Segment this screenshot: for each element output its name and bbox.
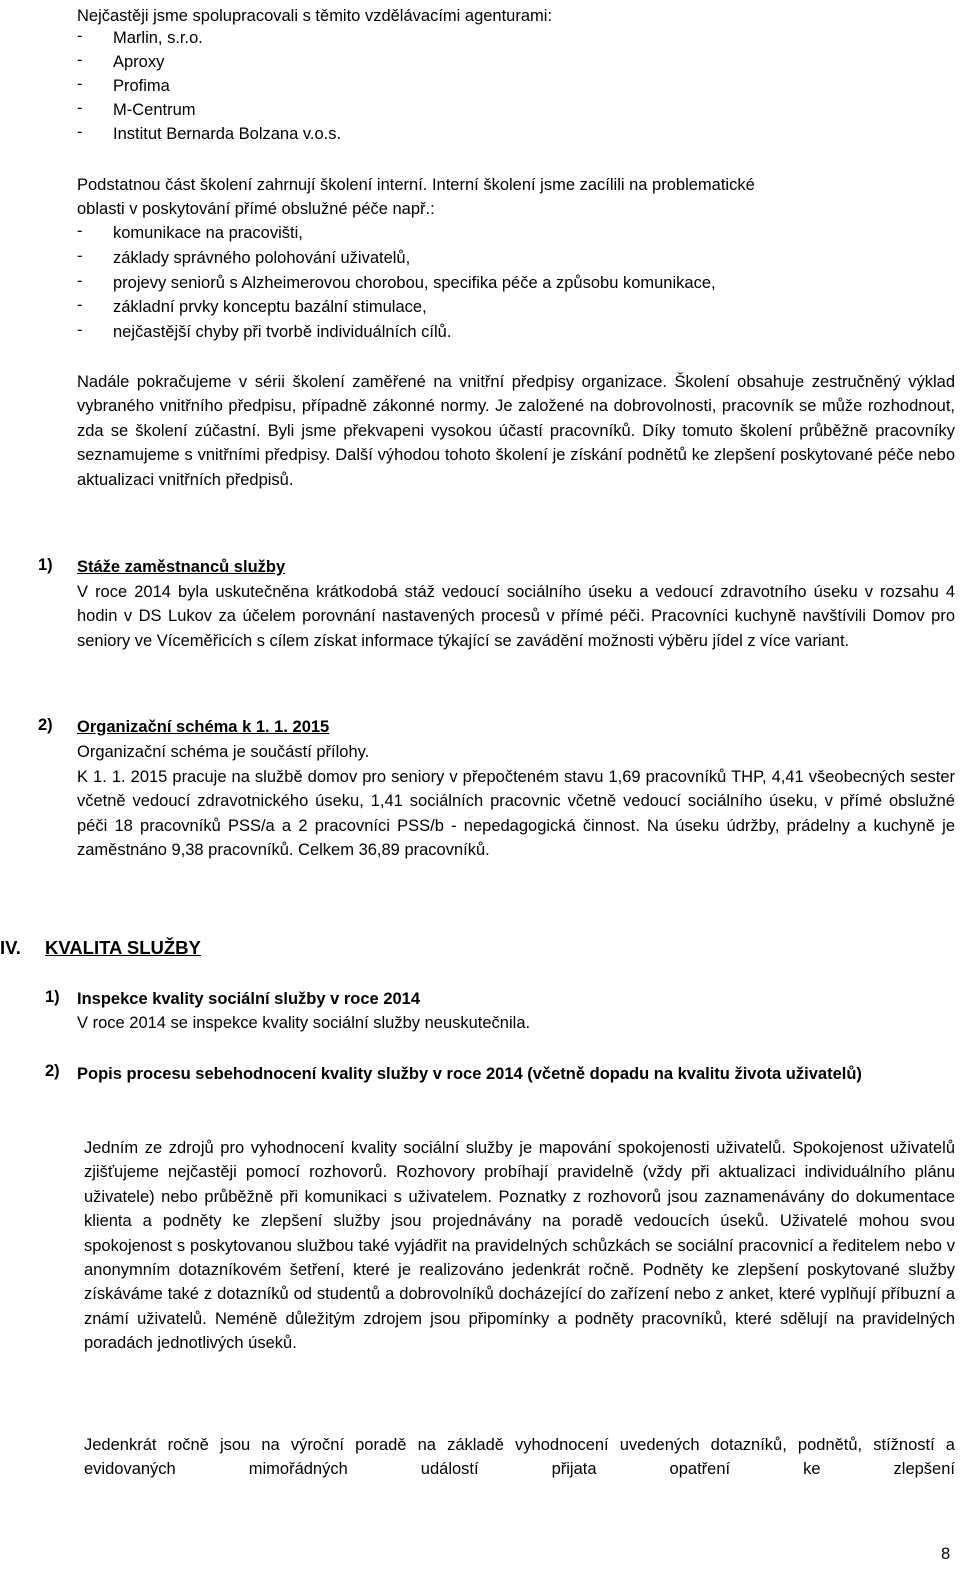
- subsection-paragraph: [84, 1136, 955, 1356]
- paragraph-text: Nadále pokračujeme v sérii školení zaměřené na vnitřní předpisy organizace. Školení obsahuje zestručněný výklad vybraného vnitřního předpisu, případně zákonné normy. Je založené na dobrovolnosti, pracovník se může rozhodnout, zda se školení zúčastní. Byli jsme překvapeni vysokou účastí pracovníků. Díky tomuto školení průběžně pracovníky seznamujeme s vnitřními předpisy. Další výhodou tohoto školení je získání podnětů ke zlepšení poskytované péče nebo aktualizaci vnitřních předpisů.: [77, 373, 955, 489]
- list-item: Marlin, s.r.o.: [113, 29, 203, 47]
- list-dash: -: [77, 296, 83, 314]
- list-dash: -: [77, 75, 83, 93]
- list-item: Profima: [113, 77, 170, 95]
- internal-training-para-line: oblasti v poskytování přímé obslužné péče např.:: [77, 200, 435, 218]
- list-item: M-Centrum: [113, 101, 196, 119]
- subsection-heading: [77, 1062, 955, 1086]
- subsection-number: 1): [45, 988, 60, 1006]
- list-item: komunikace na pracovišti,: [113, 224, 303, 242]
- agencies-intro: Nejčastěji jsme spolupracovali s těmito vzdělávacími agenturami:: [77, 7, 553, 25]
- subsection-text: V roce 2014 se inspekce kvality sociální služby neuskutečnila.: [77, 1014, 531, 1032]
- list-dash: -: [77, 247, 83, 265]
- list-item: základní prvky konceptu bazální stimulace,: [113, 298, 427, 316]
- section-body: [77, 765, 955, 863]
- chapter-title: KVALITA SLUŽBY: [45, 937, 201, 958]
- list-dash: -: [77, 123, 83, 141]
- paragraph-text: K 1. 1. 2015 pracuje na službě domov pro seniory v přepočteném stavu 1,69 pracovníků THP, 4,41 všeobecných sester včetně vedoucí zdravotnického úseku, 1,41 sociálních pracovnic včetně vedoucí sociálního úseku, v přímé obslužné péči 18 pracovníků PSS/a a 2 pracovníci PSS/b - nepedagogická činnost. Na úseku údržby, prádelny a kuchyně je zaměstnáno 9,38 pracovníků. Celkem 36,89 pracovníků.: [77, 768, 955, 860]
- list-dash: -: [77, 321, 83, 339]
- list-dash: -: [77, 99, 83, 117]
- list-item: projevy seniorů s Alzheimerovou chorobou, specifika péče a způsobu komunikace,: [113, 274, 716, 292]
- paragraph-text: Jedenkrát ročně jsou na výroční poradě na základě vyhodnocení uvedených dotazníků, podnětů, stížností a evidovaných mimořádných událostí přijata opatření ke zlepšení: [84, 1436, 955, 1479]
- section-heading: Stáže zaměstnanců služby: [77, 558, 286, 576]
- list-item: nejčastější chyby při tvorbě individuálních cílů.: [113, 323, 452, 341]
- list-dash: -: [77, 51, 83, 69]
- heading-text: Popis procesu sebehodnocení kvality služby v roce 2014 (včetně dopadu na kvalitu života uživatelů): [77, 1065, 862, 1083]
- section-body: [77, 580, 955, 653]
- list-item: Aproxy: [113, 53, 165, 71]
- subsection-heading: Inspekce kvality sociální služby v roce 2014: [77, 990, 421, 1008]
- list-item: základy správného polohování uživatelů,: [113, 249, 411, 267]
- list-dash: -: [77, 272, 83, 290]
- list-item: Institut Bernarda Bolzana v.o.s.: [113, 125, 342, 143]
- paragraph-text: Jedním ze zdrojů pro vyhodnocení kvality sociální služby je mapování spokojenosti uživatelů. Spokojenost uživatelů zjišťujeme nejčastěji pomocí rozhovorů. Rozhovory probíhají pravidelně (vždy při aktualizaci individuálního plánu uživatele) nebo průběžně při komunikaci s uživatelem. Poznatky z rozhovorů jsou zaznamenávány do dokumentace klienta a podněty ke zlepšení služby jsou projednávány na poradě vedoucích úseků. Uživatelé mohou svou spokojenost s poskytovanou službou také vyjádřit na pravidelných schůzkách se sociální pracovnicí a ředitelem nebo v anonymním dotazníkovém šetření, které je realizováno jedenkrát ročně. Podněty ke zlepšení poskytované služby získáváme také z dotazníků od studentů a dobrovolníků docházející do zařízení nebo z anket, které vyplňují příbuzní a známí uživatelů. Neméně důležitým zdrojem jsou připomínky a podněty pracovníků, které sdělují na pravidelných poradách jednotlivých úseků.: [84, 1139, 955, 1353]
- internal-training-paragraph: [77, 370, 955, 492]
- list-dash: -: [77, 27, 83, 45]
- chapter-number: IV.: [0, 937, 21, 958]
- section-number: 2): [38, 716, 53, 734]
- section-line: Organizační schéma je součástí přílohy.: [77, 743, 370, 761]
- page-number: 8: [941, 1545, 951, 1563]
- section-heading: Organizační schéma k 1. 1. 2015: [77, 718, 330, 736]
- list-dash: -: [77, 222, 83, 240]
- internal-training-para-line: Podstatnou část školení zahrnují školení interní. Interní školení jsme zacílili na problematické: [77, 176, 755, 194]
- section-number: 1): [38, 556, 53, 574]
- subsection-paragraph: [84, 1433, 955, 1482]
- subsection-number: 2): [45, 1062, 60, 1080]
- paragraph-text: V roce 2014 byla uskutečněna krátkodobá stáž vedoucí sociálního úseku a vedoucí zdravotního úseku v rozsahu 4 hodin v DS Lukov za účelem porovnání nastavených procesů v přímé péči. Pracovníci kuchyně navštívili Domov pro seniory ve Víceměřicích s cílem získat informace týkající se zavádění možnosti výběru jídel z více variant.: [77, 583, 955, 650]
